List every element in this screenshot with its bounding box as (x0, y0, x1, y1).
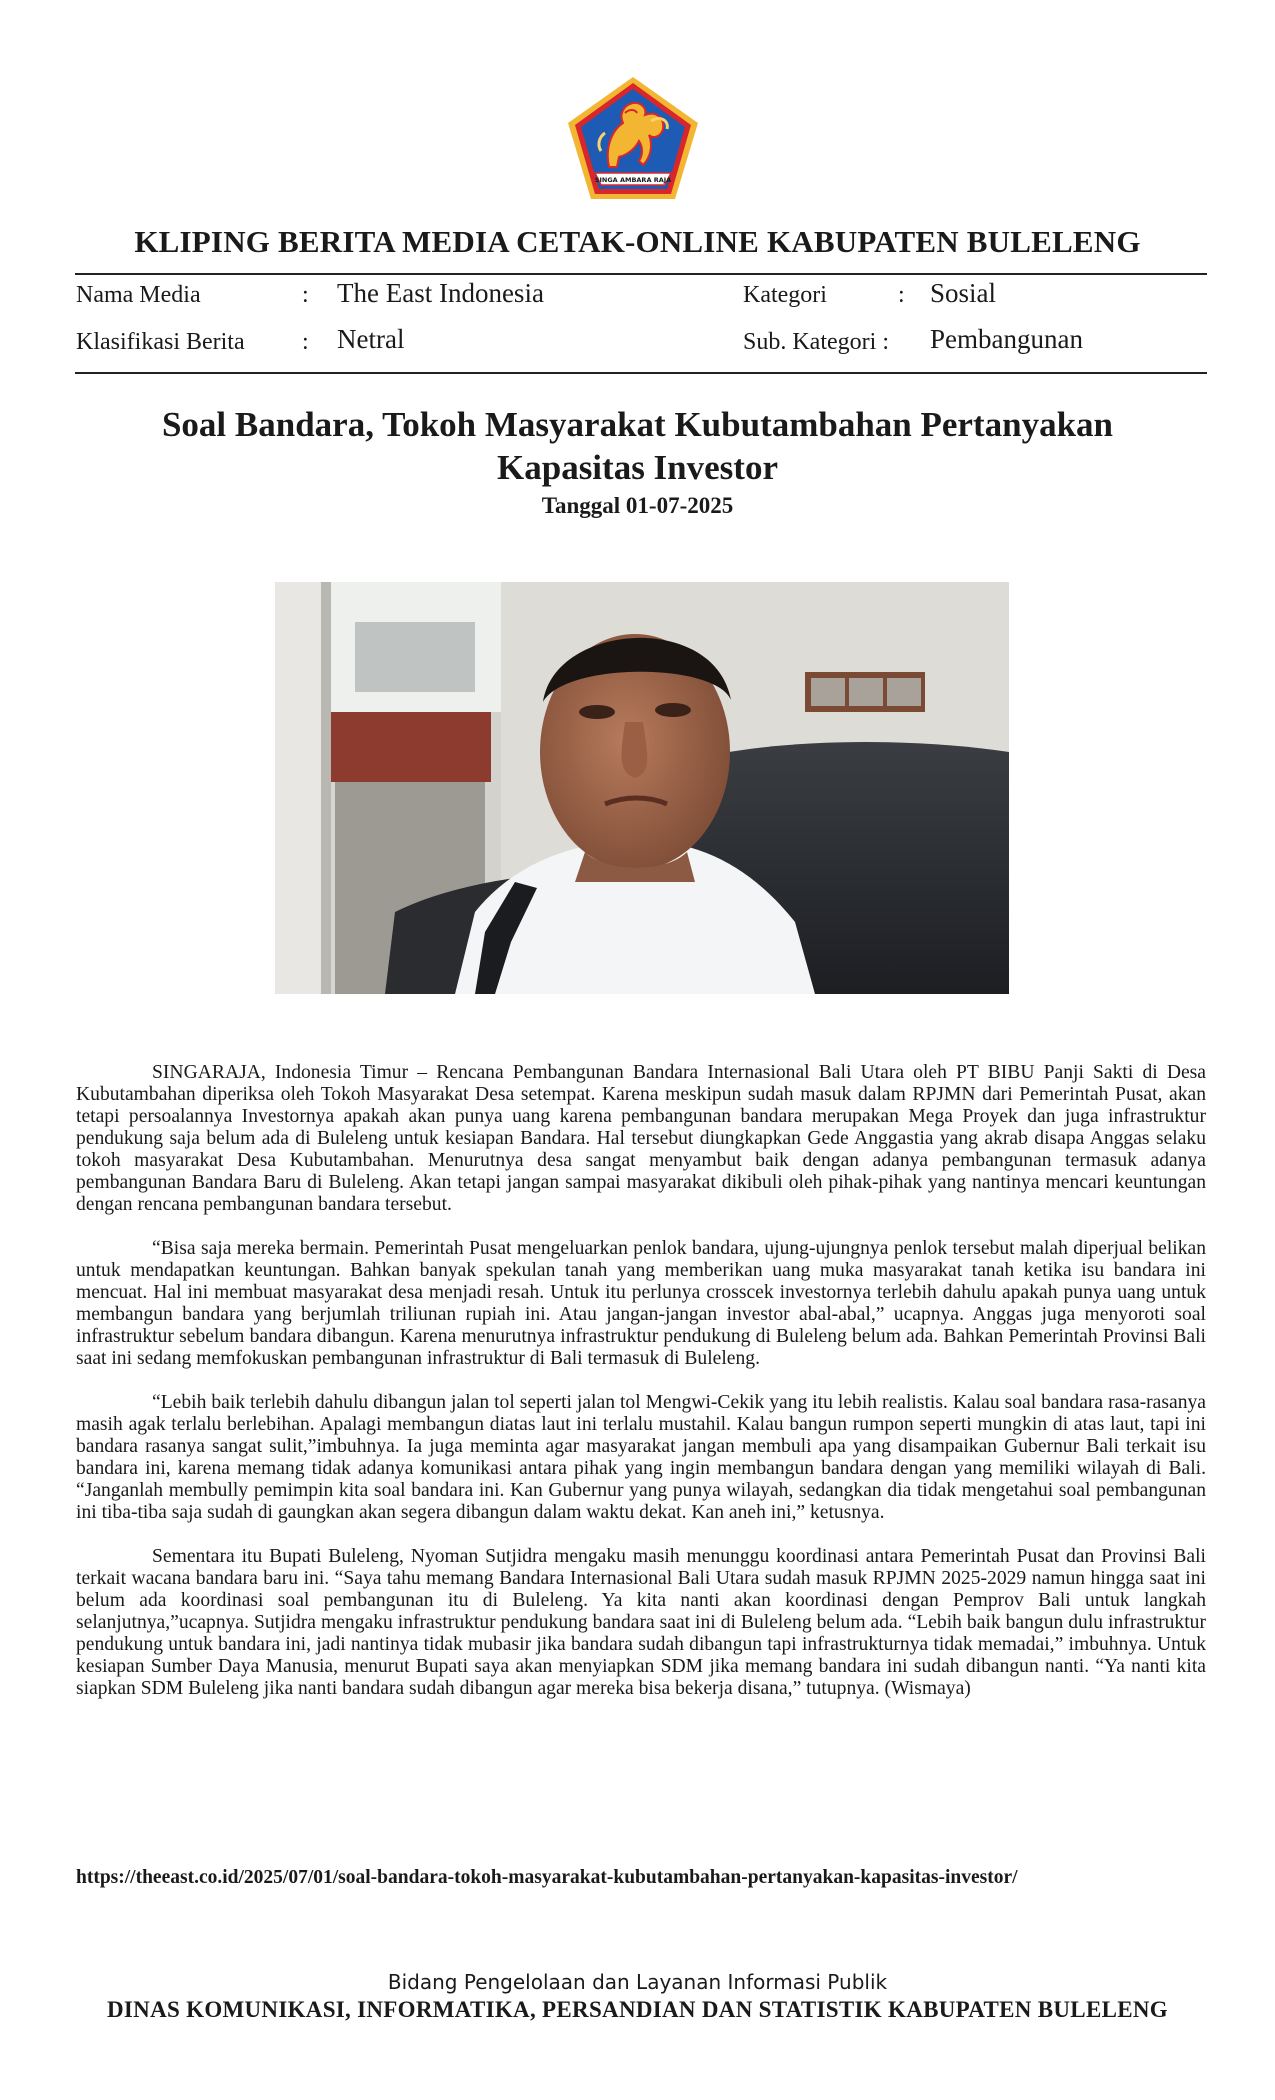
header-divider-bottom (75, 372, 1207, 374)
article-photo (275, 582, 1009, 994)
kabupaten-buleleng-logo (565, 75, 701, 203)
article-body (76, 1062, 1206, 1722)
media-name-value: The East Indonesia (337, 278, 544, 308)
article-paragraph: “Bisa saja mereka bermain. Pemerintah Pusat mengeluarkan penlok bandara, ujung-ujungnya penlok tersebut malah diperjual belikan untuk mendapatkan keuntungan. Bahkan banyak spekulan tanah yang memberikan uang muka masyarakat tanah ketika isu bandara ini mencuat. Hal ini membuat masyarakat desa menjadi resah. Untuk itu perlunya crosscek investornya terlebih dahulu apakah punya uang untuk membangun bandara yang berjumlah triliunan rupiah ini. Atau jangan-jangan investor abal-abal,” ucapnya. Anggas juga menyoroti soal infrastruktur sebelum bandara dibangun. Karena menurutnya infrastruktur pendukung di Buleleng belum ada. Bahkan Pemerintah Provinsi Bali saat ini sedang memfokuskan pembangunan infrastruktur di Bali termasuk di Buleleng. (76, 1238, 1206, 1369)
sub-category-label: Sub. Kategori : (743, 329, 889, 355)
clipping-header-title: KLIPING BERITA MEDIA CETAK-ONLINE KABUPATEN BULELENG (134, 224, 1141, 259)
category-label: Kategori (743, 282, 827, 308)
classification-label: Klasifikasi Berita (76, 329, 245, 355)
article-paragraph: SINGARAJA, Indonesia Timur – Rencana Pembangunan Bandara Internasional Bali Utara oleh PT BIBU Panji Sakti di Desa Kubutambahan diperiksa oleh Tokoh Masyarakat Desa setempat. Karena meskipun sudah masuk dalam RPJMN dari Pemerintah Pusat, akan tetapi persoalannya Investornya apakah akan punya uang karena pembangunan bandara merupakan Mega Proyek dan juga infrastruktur pendukung saja belum ada di Buleleng untuk kesiapan Bandara. Hal tersebut diungkapkan Gede Anggastia yang akrab disapa Anggas selaku tokoh masyarakat Desa Kubutambahan. Menurutnya desa sangat menyambut baik dengan adanya pembangunan termasuk adanya pembangunan Bandara Baru di Buleleng. Akan tetapi jangan sampai masyarakat dikibuli oleh pihak-pihak yang nantinya mencari keuntungan dengan rencana pembangunan bandara tersebut. (76, 1062, 1206, 1215)
classification-colon: : (302, 329, 309, 355)
media-name-label: Nama Media (76, 282, 201, 308)
classification-value: Netral (337, 324, 405, 354)
footer-subtitle: Bidang Pengelolaan dan Layanan Informasi Publik (387, 1970, 888, 1994)
source-url: https://theeast.co.id/2025/07/01/soal-bandara-tokoh-masyarakat-kubutambahan-pertanyakan-kapasitas-investor/ (76, 1867, 1018, 1888)
footer-title: DINAS KOMUNIKASI, INFORMATIKA, PERSANDIAN DAN STATISTIK KABUPATEN BULELENG (107, 1997, 1168, 2022)
media-name-colon: : (302, 282, 309, 308)
sub-category-value: Pembangunan (930, 324, 1083, 354)
category-value: Sosial (930, 278, 997, 308)
article-paragraph: “Lebih baik terlebih dahulu dibangun jalan tol seperti jalan tol Mengwi-Cekik yang itu lebih realistis. Kalau soal bandara rasa-rasanya masih agak terlalu berlebihan. Apalagi membangun diatas laut ini terlalu mustahil. Kalau bangun rumpon seperti mungkin di atas laut, tapi ini bandara rasanya sangat sulit,”imbuhnya. Ia juga meminta agar masyarakat jangan membuli apa yang disampaikan Gubernur Bali terkait isu bandara ini, karena memang tidak adanya komunikasi antara pihak yang ingin membangun bandara dengan yang memiliki wilayah di Bali. “Janganlah membully pemimpin kita soal bandara ini. Kan Gubernur yang punya wilayah, sedangkan dia tidak mengetahui soal pembangunan ini tiba-tiba saja sudah di gaungkan akan segera dibangun dalam waktu dekat. Kan aneh ini,” ketusnya. (76, 1392, 1206, 1523)
category-colon: : (898, 282, 905, 308)
svg-text:SINGA AMBARA RAJA: SINGA AMBARA RAJA (594, 176, 672, 184)
article-date: Tanggal 01-07-2025 (541, 493, 734, 518)
article-paragraph: Sementara itu Bupati Buleleng, Nyoman Sutjidra mengaku masih menunggu koordinasi antara Pemerintah Pusat dan Provinsi Bali terkait wacana bandara baru ini. “Saya tahu memang Bandara Internasional Bali Utara sudah masuk RPJMN 2025-2029 namun hingga saat ini belum ada koordinasi soal pembangunan itu di Buleleng. Ya kita nanti akan koordinasi dengan Pemprov Bali untuk langkah selanjutnya,”ucapnya. Sutjidra mengaku infrastruktur pendukung bandara saat ini di Buleleng belum ada. “Lebih baik bangun dulu infrastruktur pendukung untuk bandara ini, jadi nantinya tidak mubasir jika bandara sudah dibangun tapi infrastrukturnya tidak memadai,” imbuhnya. Untuk kesiapan Sumber Daya Manusia, menurut Bupati saya akan menyiapkan SDM jika memang bandara ini sudah dibangun nanti. “Ya nanti kita siapkan SDM Buleleng jika nanti bandara sudah dibangun agar mereka bisa bekerja disana,” tutupnya. (Wismaya) (76, 1546, 1206, 1699)
header-divider-top (75, 273, 1207, 275)
article-title: Soal Bandara, Tokoh Masyarakat Kubutambahan Pertanyakan Kapasitas Investor (161, 405, 1114, 487)
